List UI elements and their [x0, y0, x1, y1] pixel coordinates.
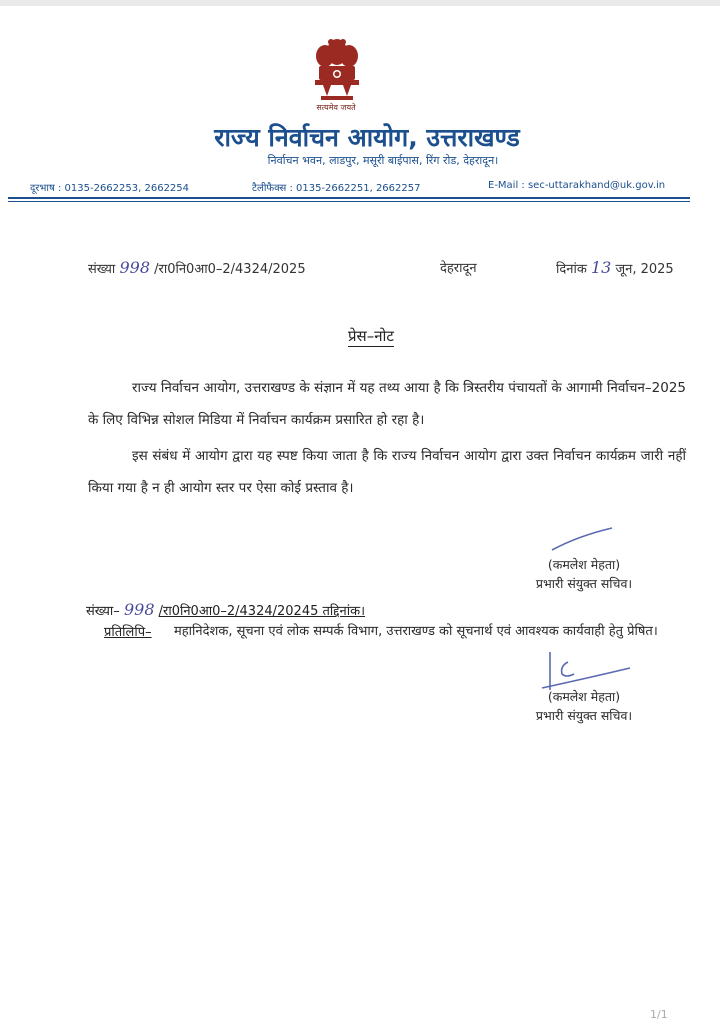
body-paragraph-2: इस संबंध में आयोग द्वारा यह स्पष्ट किया जाता है कि राज्य निर्वाचन आयोग द्वारा उक्त निर्वाचन कार्यक्रम जारी नहीं किया गया है न ही आयोग स्तर पर ऐसा कोई प्रस्ताव है।	[88, 448, 686, 496]
scan-edge	[0, 0, 720, 6]
copy-reference-code: /रा0नि0आ0–2/4324/20245 तद्दिनांक।	[158, 604, 366, 619]
body-paragraph-1: राज्य निर्वाचन आयोग, उत्तराखण्ड के संज्ञान में यह तथ्य आया है कि त्रिस्तरीय पंचायतों के आगामी निर्वाचन–2025 के लिए विभिन्न सोशल मिडिया में निर्वाचन कार्यक्रम प्रसारित हो रहा है।	[88, 380, 686, 428]
reference-code: /रा0नि0आ0–2/4324/2025	[154, 262, 306, 277]
date-handwritten-day: 13	[590, 258, 612, 277]
header-rule	[8, 197, 690, 199]
date-label: दिनांक	[556, 262, 587, 277]
document-title	[0, 326, 720, 346]
copy-reference-handwritten-number: 998	[123, 600, 155, 619]
copy-reference	[86, 600, 365, 619]
emblem-motto: सत्यमेव जयते	[316, 103, 356, 112]
reference-handwritten-number: 998	[119, 258, 150, 277]
fax-numbers: टैलीफैक्स : 0135-2662251, 2662257	[252, 183, 421, 194]
email-address: E-Mail : sec-uttarakhand@uk.gov.in	[488, 180, 666, 191]
reference-number	[88, 258, 306, 277]
copy-recipient-text: महानिदेशक, सूचना एवं लोक सम्पर्क विभाग, उत्तराखण्ड को सूचनार्थ एवं आवश्यक कार्यवाही हेतु प्रेषित।	[174, 624, 658, 639]
title-text: प्रेस–नोट	[348, 327, 394, 345]
reference-label: संख्या	[88, 262, 116, 277]
place: देहरादून	[440, 261, 477, 276]
signatory-name: (कमलेश मेहता)	[547, 557, 621, 572]
state-emblem-icon	[305, 36, 369, 112]
signatory-name: (कमलेश मेहता)	[547, 689, 621, 704]
organization-name: राज्य निर्वाचन आयोग, उत्तराखण्ड	[214, 123, 520, 152]
copy-reference-label: संख्या–	[86, 604, 120, 619]
phone-numbers: दूरभाष : 0135-2662253, 2662254	[30, 183, 190, 194]
copy-label: प्रतिलिपि–	[104, 625, 152, 640]
header-rule-thin	[8, 201, 690, 202]
page-number: 1/1	[650, 1008, 668, 1021]
date	[556, 258, 674, 277]
signatory-designation: प्रभारी संयुक्त सचिव।	[535, 708, 633, 723]
date-month-year: जून, 2025	[615, 262, 674, 277]
organization-address: निर्वाचन भवन, लाडपुर, मसूरी बाईपास, रिंग रोड, देहरादून।	[267, 154, 499, 167]
signatory-designation: प्रभारी संयुक्त सचिव।	[535, 576, 633, 591]
signature-block-2	[514, 688, 654, 724]
signature-block-1	[514, 556, 654, 592]
signature-stroke-1	[548, 524, 618, 554]
